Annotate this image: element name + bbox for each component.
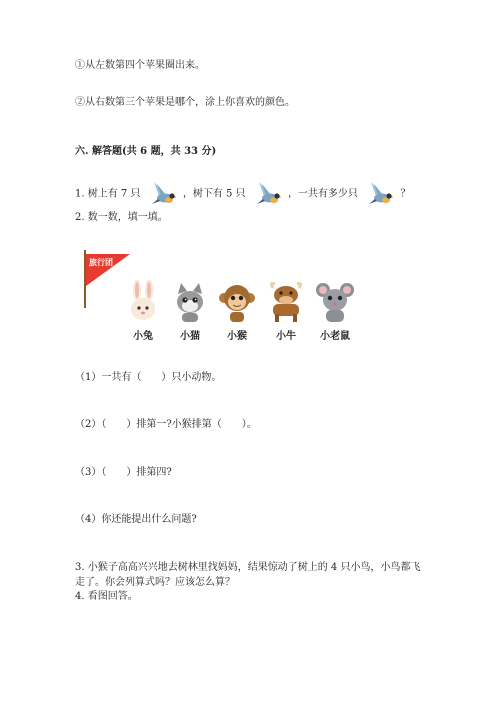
sub-question-1: （1）一共有（ ）只小动物。: [75, 372, 222, 383]
question-2: 2. 数一数，填一填。: [75, 212, 168, 223]
animal-label-cat: 小猫: [180, 331, 200, 342]
question-1-part1: 1. 树上有 7 只: [75, 188, 141, 200]
animal-label-mouse: 小老鼠: [320, 331, 350, 342]
animal-ox: [264, 280, 308, 342]
flag-label: 旅行团: [89, 258, 113, 267]
animal-monkey: [218, 280, 256, 342]
mouse-icon: [315, 280, 355, 324]
sub-question-2: （2）（ ）排第一?小猴排第（ ）。: [75, 419, 257, 430]
question-1-part4: ？: [400, 188, 411, 200]
question-color-apple-right: ②从右数第三个苹果是哪个，涂上你喜欢的颜色。: [75, 97, 295, 108]
sub-question-3: （3）（ ）排第四?: [75, 467, 172, 478]
sub-question-4: （4）你还能提出什么问题?: [75, 514, 197, 525]
monkey-icon: [218, 280, 256, 324]
question-1: [75, 179, 410, 209]
bird-icon: [253, 179, 281, 209]
animal-rabbit: [125, 280, 161, 342]
animal-label-rabbit: 小兔: [133, 331, 153, 342]
question-circle-apple-left: ①从左数第四个苹果圈出来。: [75, 60, 205, 71]
ox-icon: [265, 280, 307, 324]
section-title: 六. 解答题(共 6 题，共 33 分): [75, 146, 217, 157]
animal-cat: [172, 280, 208, 342]
bird-icon: [365, 179, 393, 209]
animal-label-monkey: 小猴: [227, 331, 247, 342]
question-1-part3: ，一共有多少只: [287, 188, 358, 200]
rabbit-icon: [126, 280, 160, 324]
question-3-line2: 走了。你会列算式吗？应该怎么算？: [75, 577, 235, 588]
animal-label-ox: 小牛: [276, 331, 296, 342]
question-4: 4. 看图回答。: [75, 591, 138, 602]
bird-icon: [148, 179, 176, 209]
question-3-line1: 3. 小猴子高高兴兴地去树林里找妈妈，结果惊动了树上的 4 只小鸟，小鸟都飞: [75, 562, 421, 573]
question-1-part2: ，树下有 5 只: [182, 188, 246, 200]
animal-mouse: [312, 280, 358, 342]
cat-icon: [173, 280, 207, 324]
